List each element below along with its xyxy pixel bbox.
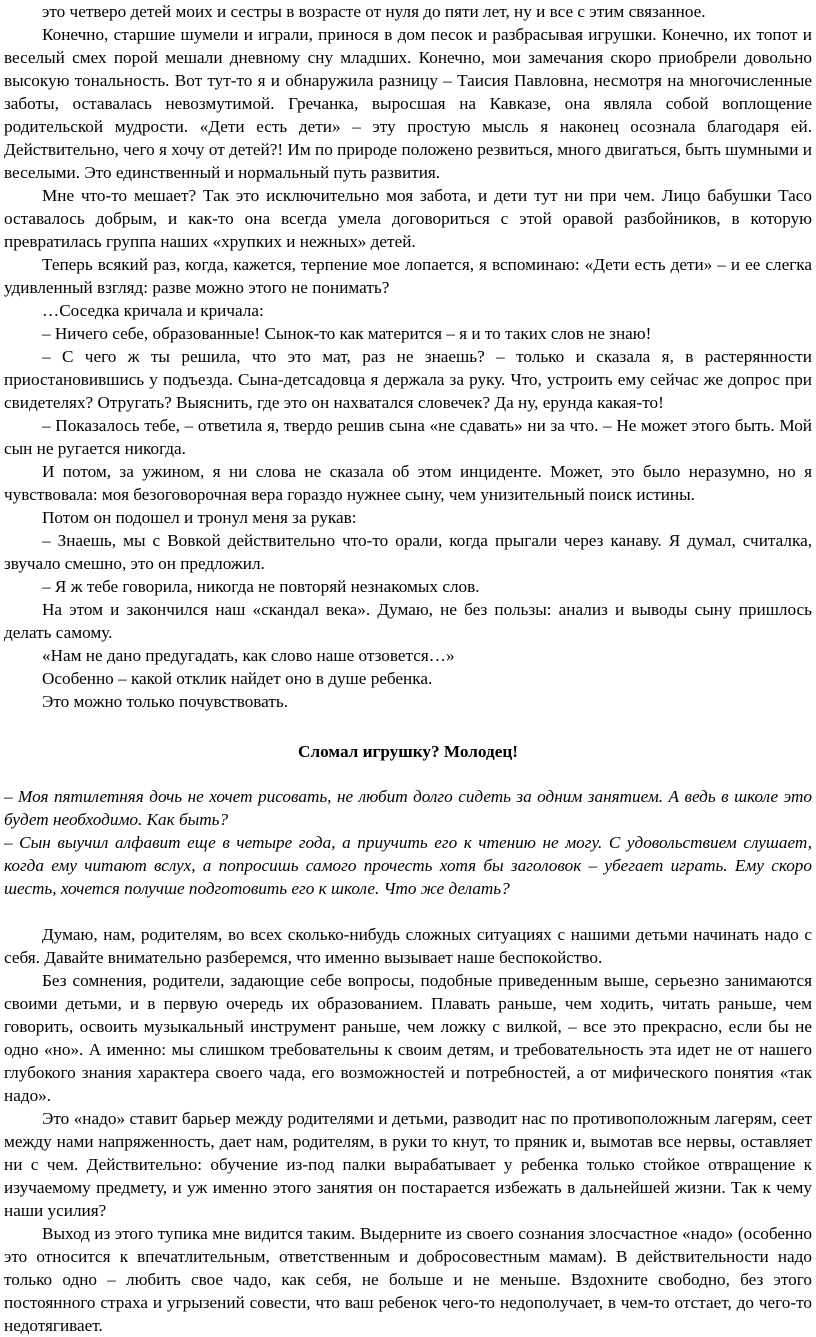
- paragraph: …Соседка кричала и кричала:: [42, 301, 264, 320]
- paragraph: Особенно – какой отклик найдет оно в душе ребенка.: [42, 669, 433, 688]
- paragraph: – Показалось тебе, – ответила я, твердо решив сына «не сдавать» ни за что. – Не может этого быть. Мой сын не ругается никогда.: [4, 416, 812, 458]
- paragraph: – Ничего себе, образованные! Сынок-то как матерится – я и то таких слов не знаю!: [42, 324, 652, 343]
- reader-question: – Моя пятилетняя дочь не хочет рисовать, не любит долго сидеть за одним занятием. А ведь в школе это будет необходимо. Как быть?: [4, 787, 812, 829]
- paragraph: «Нам не дано предугадать, как слово наше отзовется…»: [42, 646, 455, 665]
- document-page: [4, 0, 812, 1337]
- paragraph: Думаю, нам, родителям, во всех сколько-нибудь сложных ситуациях с нашими детьми начинать надо с себя. Давайте внимательно разберемся, что именно вызывает наше беспокойство.: [4, 925, 812, 967]
- paragraph: Потом он подошел и тронул меня за рукав:: [42, 508, 357, 527]
- paragraph: На этом и закончился наш «скандал века». Думаю, не без пользы: анализ и выводы сыну пришлось делать самому.: [4, 600, 812, 642]
- reader-questions: [4, 785, 812, 900]
- paragraph: Без сомнения, родители, задающие себе вопросы, подобные приведенным выше, серьезно занимаются своими детьми, и в первую очередь их образованием. Плавать раньше, чем ходить, читать раньше, чем говорить, освоить музыкальный инструмент раньше, чем ложку с вилкой, – все это прекрасно, если бы не одно «но». А именно: мы слишком требовательны к своим детям, и требовательность эта идет не от нашего глубокого знания характера своего чада, его возможностей и потребностей, а от мифического понятия «так надо».: [4, 971, 812, 1105]
- spacer: [4, 900, 812, 923]
- paragraph: Конечно, старшие шумели и играли, принося в дом песок и разбрасывая игрушки. Конечно, их топот и веселый смех порой мешали дневному сну младших. Конечно, мои замечания скоро приобрели довольно высокую тональность. Вот тут-то я и обнаружила разницу – Таисия Павловна, несмотря на многочисленные заботы, оставалась невозмутимой. Гречанка, выросшая на Кавказе, она являла собой воплощение родительской мудрости. «Дети есть дети» – эту простую мысль я наконец осознала благодаря ей. Действительно, чего я хочу от детей?! Им по природе положено резвиться, много двигаться, быть шумными и веселыми. Это единственный и нормальный путь развития.: [4, 25, 812, 182]
- paragraph: – Я ж тебе говорила, никогда не повторяй незнакомых слов.: [42, 577, 480, 596]
- paragraph: Теперь всякий раз, когда, кажется, терпение мое лопается, я вспоминаю: «Дети есть дети» – и ее слегка удивленный взгляд: разве можно этого не понимать?: [4, 255, 812, 297]
- paragraph: – С чего ж ты решила, что это мат, раз не знаешь? – только и сказала я, в растерянности приостановившись у подъезда. Сына-детсадовца я держала за руку. Что, устроить ему сейчас же допрос при свидетелях? Отругать? Выяснить, где это он нахватался словечек? Да ну, ерунда какая-то!: [4, 347, 812, 412]
- paragraph: – Знаешь, мы с Вовкой действительно что-то орали, когда прыгали через канаву. Я думал, считалка, звучало смешно, это он предложил.: [4, 531, 812, 573]
- paragraph: Это «надо» ставит барьер между родителями и детьми, разводит нас по противоположным лагерям, сеет между нами напряженность, дает нам, родителям, в руки то кнут, то пряник и, вымотав все нервы, оставляет ни с чем. Действительно: обучение из-под палки вырабатывает у ребенка только стойкое отвращение к изучаемому предмету, и уж именно этого занятия он постарается избежать в дальнейшей жизни. Так к чему наши усилия?: [4, 1109, 812, 1220]
- paragraph: И потом, за ужином, я ни слова не сказала об этом инциденте. Может, это было неразумно, но я чувствовала: моя безоговорочная вера гораздо нужнее сыну, чем унизительный поиск истины.: [4, 462, 812, 504]
- reader-question: – Сын выучил алфавит еще в четыре года, а приучить его к чтению не могу. С удовольствием слушает, когда ему читают вслух, а попросишь самого прочесть хотя бы заголовок – убегает играть. Ему скоро шесть, хочется получше подготовить его к школе. Что же делать?: [4, 833, 812, 898]
- paragraph: это четверо детей моих и сестры в возрасте от нуля до пяти лет, ну и все с этим связанное.: [42, 2, 706, 21]
- section-heading: Сломал игрушку? Молодец!: [298, 742, 518, 761]
- paragraph: Выход из этого тупика мне видится таким. Выдерните из своего сознания злосчастное «надо» (особенно это относится к впечатлительным, ответственным и добросовестным мамам). В действительности надо только одно – любить свое чадо, как себя, не больше и не меньше. Вздохните свободно, без этого постоянного страха и угрызений совести, что ваш ребенок чего-то недополучает, в чем-то отстает, до чего-то недотягивает.: [4, 1224, 812, 1335]
- paragraph: Мне что-то мешает? Так это исключительно моя забота, и дети тут ни при чем. Лицо бабушки Тасо оставалось добрым, и как-то она всегда умела договориться с этой оравой разбойников, в которую превратилась группа наших «хрупких и нежных» детей.: [4, 186, 812, 251]
- paragraph: Это можно только почувствовать.: [42, 692, 289, 711]
